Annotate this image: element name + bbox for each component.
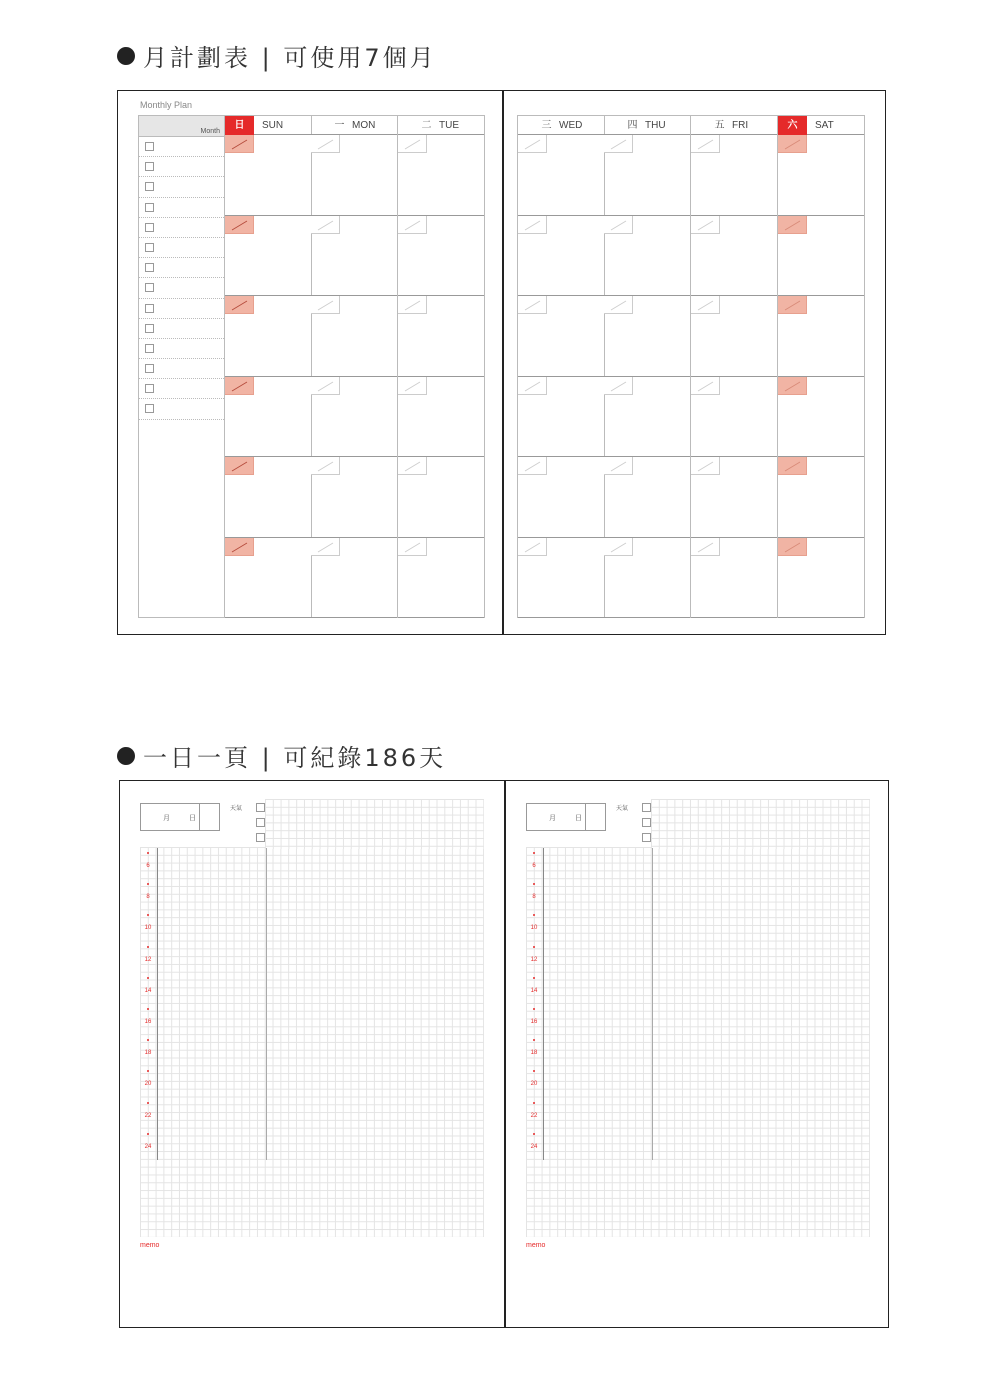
month-list-row [139, 177, 224, 197]
slash-icon [691, 538, 720, 556]
day-cell[interactable] [691, 135, 777, 216]
day-cell[interactable] [778, 457, 864, 538]
hour-label: 8 [532, 894, 536, 901]
hour-label: 10 [530, 925, 538, 932]
day-cell[interactable] [518, 377, 604, 458]
memo-label: memo [526, 1242, 546, 1249]
section-title-monthly [117, 38, 437, 73]
slash-icon [518, 296, 547, 314]
day-cell[interactable] [691, 216, 777, 297]
hour-label: 18 [144, 1050, 152, 1057]
slash-icon [311, 377, 340, 395]
hour-dot [533, 1133, 535, 1135]
slash-icon [398, 296, 427, 314]
day-name: TUE [439, 120, 459, 131]
slash-icon [225, 377, 254, 395]
date-box [691, 457, 720, 475]
day-column [398, 115, 485, 618]
hour-dot [533, 852, 535, 854]
date-box [225, 457, 254, 475]
checkbox[interactable] [145, 142, 154, 151]
day-name: THU [645, 120, 666, 131]
day-name: SUN [262, 120, 284, 131]
day-kanji: 一 [334, 120, 345, 131]
day-column [778, 115, 865, 618]
day-cell[interactable] [311, 377, 397, 458]
slash-icon [778, 216, 807, 234]
date-box [225, 216, 254, 234]
date-box [518, 457, 547, 475]
slash-icon [778, 538, 807, 556]
day-column [311, 115, 398, 618]
day-cell[interactable] [225, 135, 311, 216]
slash-icon [518, 135, 547, 153]
date-box [604, 377, 633, 395]
hour-label: 14 [144, 987, 152, 994]
checkbox[interactable] [145, 384, 154, 393]
day-header [398, 115, 484, 135]
month-list-row [139, 319, 224, 339]
day-cell[interactable] [778, 135, 864, 216]
date-box [518, 135, 547, 153]
weather-label: 天氣 [230, 805, 243, 812]
section-title-daily-text: 一日一頁 | 可紀錄186天 [143, 744, 447, 772]
day-cell[interactable] [398, 377, 484, 458]
slash-icon [398, 538, 427, 556]
month-list-row [139, 359, 224, 379]
date-box [398, 216, 427, 234]
day-column [224, 115, 312, 618]
date-box [311, 377, 340, 395]
checkbox[interactable] [145, 182, 154, 191]
day-cell[interactable] [604, 296, 690, 377]
slash-icon [604, 135, 633, 153]
day-kanji: 四 [627, 120, 638, 131]
date-box [225, 538, 254, 556]
date-box[interactable] [526, 803, 606, 831]
day-cell[interactable] [604, 377, 690, 458]
date-box [225, 377, 254, 395]
daily-page-spread [119, 780, 889, 1328]
weather-checkbox[interactable] [256, 833, 265, 842]
slash-icon [311, 216, 340, 234]
slash-icon [398, 457, 427, 475]
date-box [311, 457, 340, 475]
hour-dot [147, 852, 149, 854]
date-box [691, 216, 720, 234]
weather-checkbox[interactable] [642, 818, 651, 827]
hour-label: 12 [530, 956, 538, 963]
checkbox[interactable] [145, 162, 154, 171]
section-title-daily [117, 738, 446, 773]
grid-area [526, 847, 870, 1237]
day-kanji: 三 [541, 120, 552, 131]
day-cell[interactable] [691, 538, 777, 619]
day-cell[interactable] [225, 457, 311, 538]
day-header [778, 115, 864, 135]
slash-icon [778, 457, 807, 475]
hour-label: 6 [146, 863, 150, 869]
slash-icon [691, 216, 720, 234]
slash-icon [778, 377, 807, 395]
date-box-extra [585, 804, 605, 830]
date-box [691, 377, 720, 395]
weather-checkbox[interactable] [256, 803, 265, 812]
hour-label: 24 [530, 1143, 538, 1150]
date-box [604, 135, 633, 153]
slash-icon [518, 457, 547, 475]
day-column [604, 115, 691, 618]
date-box [518, 377, 547, 395]
checkbox[interactable] [145, 304, 154, 313]
day-cell[interactable] [398, 538, 484, 619]
day-kanji: 日 [225, 116, 254, 135]
day-kanji: 二 [421, 120, 432, 131]
day-cell[interactable] [398, 135, 484, 216]
date-box [778, 377, 807, 395]
slash-icon [398, 135, 427, 153]
month-list-row [139, 137, 224, 157]
day-name: SAT [815, 120, 834, 131]
month-list-row [139, 157, 224, 177]
month-sidebar-header [139, 116, 224, 137]
checkbox[interactable] [145, 243, 154, 252]
day-cell[interactable] [691, 377, 777, 458]
hour-label: 22 [144, 1112, 152, 1119]
checkbox[interactable] [145, 263, 154, 272]
month-list-row [139, 198, 224, 218]
timeline-divider [266, 848, 267, 1160]
day-header [518, 115, 604, 135]
hour-label: 16 [530, 1019, 538, 1025]
date-box [398, 296, 427, 314]
day-cell[interactable] [604, 135, 690, 216]
day-cell[interactable] [604, 457, 690, 538]
hour-dot [533, 946, 535, 948]
date-box [225, 296, 254, 314]
month-list-row [139, 299, 224, 319]
grid-area-top [265, 799, 484, 849]
monthly-plan-spread [117, 90, 886, 635]
hour-dot [147, 1102, 149, 1104]
month-list-row [139, 339, 224, 359]
date-box [604, 538, 633, 556]
hour-dot [533, 1008, 535, 1010]
slash-icon [518, 377, 547, 395]
checkbox[interactable] [145, 344, 154, 353]
day-cell[interactable] [311, 457, 397, 538]
day-cell[interactable] [518, 457, 604, 538]
checkbox[interactable] [145, 404, 154, 413]
date-box [398, 135, 427, 153]
day-cell[interactable] [398, 296, 484, 377]
day-column [517, 115, 605, 618]
date-box [691, 135, 720, 153]
day-kanji: 六 [778, 116, 807, 135]
date-box-extra [199, 804, 219, 830]
month-sidebar [138, 115, 225, 618]
day-header [691, 115, 777, 135]
date-box [311, 135, 340, 153]
slash-icon [691, 457, 720, 475]
day-name: WED [559, 120, 583, 131]
bullet-icon [117, 47, 135, 65]
day-cell[interactable] [691, 296, 777, 377]
checkbox[interactable] [145, 283, 154, 292]
hour-label: 20 [144, 1081, 152, 1088]
date-box [398, 538, 427, 556]
date-box [778, 296, 807, 314]
month-list-row [139, 238, 224, 258]
slash-icon [225, 216, 254, 234]
day-cell[interactable] [518, 216, 604, 297]
day-cell[interactable] [225, 216, 311, 297]
date-box [778, 457, 807, 475]
date-box [778, 216, 807, 234]
slash-icon [225, 538, 254, 556]
date-box [311, 296, 340, 314]
slash-icon [398, 377, 427, 395]
day-cell[interactable] [518, 296, 604, 377]
section-title-monthly-text: 月計劃表 | 可使用7個月 [143, 44, 437, 72]
hour-label: 8 [146, 894, 150, 901]
weather-checkbox[interactable] [256, 818, 265, 827]
date-box [311, 538, 340, 556]
month-char: 月 [549, 815, 556, 822]
day-char: 日 [189, 815, 196, 822]
checkbox[interactable] [145, 364, 154, 373]
day-cell[interactable] [225, 538, 311, 619]
hour-dot [147, 946, 149, 948]
month-label: Month [200, 128, 220, 135]
hour-dot [533, 977, 535, 979]
day-cell[interactable] [311, 216, 397, 297]
weather-checkbox[interactable] [642, 803, 651, 812]
day-name: MON [352, 120, 376, 131]
slash-icon [518, 538, 547, 556]
date-box [778, 135, 807, 153]
day-cell[interactable] [225, 377, 311, 458]
date-box [225, 135, 254, 153]
hour-label: 18 [530, 1050, 538, 1057]
day-cell[interactable] [311, 135, 397, 216]
date-box [691, 296, 720, 314]
slash-icon [398, 216, 427, 234]
monthly-plan-label: Monthly Plan [140, 100, 193, 110]
slash-icon [604, 296, 633, 314]
date-box [691, 538, 720, 556]
slash-icon [311, 135, 340, 153]
date-box [311, 216, 340, 234]
day-cell[interactable] [778, 216, 864, 297]
hour-label: 20 [530, 1081, 538, 1088]
daily-left-page [120, 781, 504, 1327]
day-char: 日 [575, 815, 582, 822]
slash-icon [311, 296, 340, 314]
day-cell[interactable] [518, 135, 604, 216]
date-box [398, 457, 427, 475]
slash-icon [691, 135, 720, 153]
slash-icon [691, 377, 720, 395]
slash-icon [604, 538, 633, 556]
slash-icon [225, 296, 254, 314]
day-cell[interactable] [398, 457, 484, 538]
hour-dot [147, 1008, 149, 1010]
hour-label: 24 [144, 1143, 152, 1150]
day-cell[interactable] [225, 296, 311, 377]
monthly-left-page [118, 91, 503, 634]
grid-area-top [651, 799, 870, 849]
hour-label: 16 [144, 1019, 152, 1025]
day-cell[interactable] [778, 296, 864, 377]
month-list-row [139, 379, 224, 399]
date-box [604, 216, 633, 234]
date-box [604, 457, 633, 475]
day-header [604, 115, 690, 135]
hour-label: 22 [530, 1112, 538, 1119]
grid-area [140, 847, 484, 1237]
day-name: FRI [732, 120, 749, 131]
checkbox[interactable] [145, 324, 154, 333]
day-cell[interactable] [311, 296, 397, 377]
day-cell[interactable] [778, 538, 864, 619]
day-header [225, 115, 311, 135]
timeline-divider [652, 848, 653, 1160]
bullet-icon [117, 747, 135, 765]
day-cell[interactable] [778, 377, 864, 458]
date-box [778, 538, 807, 556]
slash-icon [518, 216, 547, 234]
day-header [311, 115, 397, 135]
day-kanji: 五 [714, 120, 725, 131]
day-cell[interactable] [398, 216, 484, 297]
day-cell[interactable] [311, 538, 397, 619]
checkbox[interactable] [145, 203, 154, 212]
day-cell[interactable] [604, 216, 690, 297]
month-list-row [139, 218, 224, 238]
slash-icon [311, 538, 340, 556]
slash-icon [691, 296, 720, 314]
slash-icon [604, 216, 633, 234]
timeline-axis [543, 848, 544, 1160]
date-box[interactable] [140, 803, 220, 831]
month-list-row [139, 399, 224, 419]
month-list-row [139, 258, 224, 278]
hour-dot [147, 1133, 149, 1135]
timeline-axis [157, 848, 158, 1160]
hour-label: 12 [144, 956, 152, 963]
day-column [691, 115, 778, 618]
hour-dot [533, 1102, 535, 1104]
hour-label: 10 [144, 925, 152, 932]
slash-icon [225, 135, 254, 153]
month-list-row [139, 278, 224, 298]
weather-checkbox[interactable] [642, 833, 651, 842]
slash-icon [604, 457, 633, 475]
day-cell[interactable] [518, 538, 604, 619]
date-box [398, 377, 427, 395]
slash-icon [778, 135, 807, 153]
month-char: 月 [163, 815, 170, 822]
hour-label: 14 [530, 987, 538, 994]
slash-icon [311, 457, 340, 475]
monthly-right-page [504, 91, 885, 634]
date-box [518, 538, 547, 556]
checkbox[interactable] [145, 223, 154, 232]
day-cell[interactable] [691, 457, 777, 538]
date-box [518, 296, 547, 314]
hour-dot [147, 977, 149, 979]
weather-label: 天氣 [616, 805, 629, 812]
date-box [604, 296, 633, 314]
slash-icon [778, 296, 807, 314]
slash-icon [604, 377, 633, 395]
slash-icon [225, 457, 254, 475]
memo-label: memo [140, 1242, 160, 1249]
daily-right-page [506, 781, 888, 1327]
hour-label: 6 [532, 863, 536, 869]
date-box [518, 216, 547, 234]
day-cell[interactable] [604, 538, 690, 619]
